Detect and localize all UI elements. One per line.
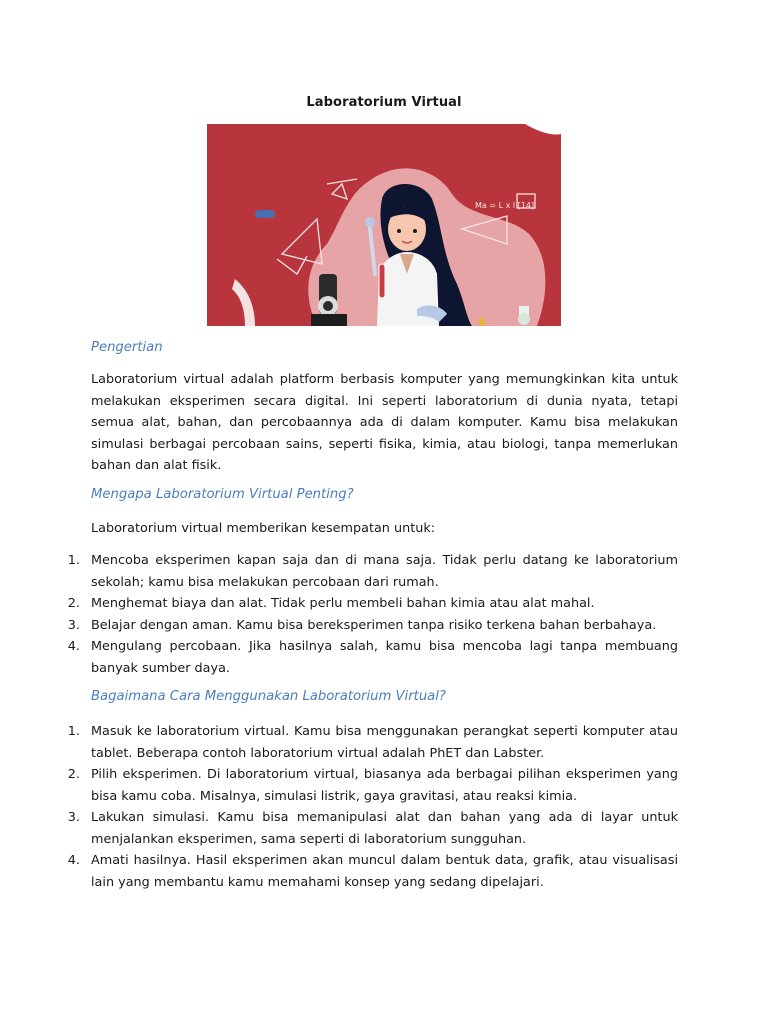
blue-capsule bbox=[255, 210, 275, 218]
list-item-text: Amati hasilnya. Hasil eksperimen akan muncul dalam bentuk data, grafik, atau visualisasi lain yang membantu kamu memahami konsep yang sedang dipelajari. bbox=[91, 853, 678, 890]
section-heading-how bbox=[91, 689, 446, 704]
benefits-list bbox=[40, 550, 678, 679]
section-heading-pengertian bbox=[91, 340, 163, 355]
list-item-text: Lakukan simulasi. Kamu bisa memanipulasi alat dan bahan yang ada di layar untuk menjalankan eksperimen, sama seperti di laboratorium sungguhan. bbox=[91, 810, 678, 847]
board-formula: Ma = L x l [14] bbox=[475, 201, 535, 210]
definition-paragraph: Laboratorium virtual adalah platform berbasis komputer yang memungkinkan kita untuk melakukan eksperimen secara digital. Ini seperti laboratorium di dunia nyata, tetapi semua alat, bahan, dan percobaannya ada di dalam komputer. Kamu bisa melakukan simulasi berbagai percobaan sains, seperti fisika, kimia, atau biologi, tanpa memerlukan bahan dan alat fisik. bbox=[91, 372, 678, 473]
list-item-text: Masuk ke laboratorium virtual. Kamu bisa menggunakan perangkat seperti komputer atau tablet. Beberapa contoh laboratorium virtual adalah PhET dan Labster. bbox=[91, 724, 678, 761]
list-number: 2. bbox=[67, 767, 80, 782]
list-number: 1. bbox=[67, 553, 80, 568]
list-item bbox=[40, 807, 678, 850]
list-item bbox=[40, 615, 678, 637]
section-heading-why bbox=[91, 487, 354, 502]
list-item bbox=[40, 636, 678, 679]
list-number: 3. bbox=[67, 617, 80, 633]
test-tube bbox=[379, 264, 385, 298]
list-number: 4. bbox=[67, 639, 80, 654]
list-number: 3. bbox=[67, 810, 80, 825]
scientist-illustration bbox=[207, 124, 561, 326]
list-number: 1. bbox=[67, 724, 80, 739]
list-number: 2. bbox=[67, 596, 80, 611]
heading-text: Bagaimana Cara Menggunakan Laboratorium Virtual? bbox=[91, 689, 446, 704]
list-item-text: Mengulang percobaan. Jika hasilnya salah, kamu bisa mencoba lagi tanpa membuang banyak sumber daya. bbox=[91, 639, 678, 676]
list-item bbox=[40, 721, 678, 764]
list-item-text: Mencoba eksperimen kapan saja dan di mana saja. Tidak perlu datang ke laboratorium sekolah; kamu bisa melakukan percobaan dari rumah. bbox=[91, 553, 678, 590]
list-item bbox=[40, 850, 678, 893]
list-item-text: Menghemat biaya dan alat. Tidak perlu membeli bahan kimia atau alat mahal. bbox=[91, 596, 595, 611]
list-item bbox=[40, 550, 678, 593]
page-title: Laboratorium Virtual bbox=[306, 95, 462, 110]
list-item bbox=[40, 764, 678, 807]
steps-list bbox=[40, 721, 678, 893]
list-number: 4. bbox=[67, 853, 80, 868]
lab-illustration bbox=[207, 124, 561, 326]
list-item bbox=[40, 593, 678, 615]
heading-text: Mengapa Laboratorium Virtual Penting? bbox=[91, 487, 354, 502]
heading-text: Pengertian bbox=[91, 340, 163, 355]
intro-paragraph: Laboratorium virtual memberikan kesempatan untuk: bbox=[91, 521, 436, 536]
list-item-text: Belajar dengan aman. Kamu bisa bereksperimen tanpa risiko terkena bahan berbahaya. bbox=[91, 617, 657, 633]
list-item-text: Pilih eksperimen. Di laboratorium virtual, biasanya ada berbagai pilihan eksperimen yang bisa kamu coba. Misalnya, simulasi listrik, gaya gravitasi, atau reaksi kimia. bbox=[91, 767, 678, 804]
